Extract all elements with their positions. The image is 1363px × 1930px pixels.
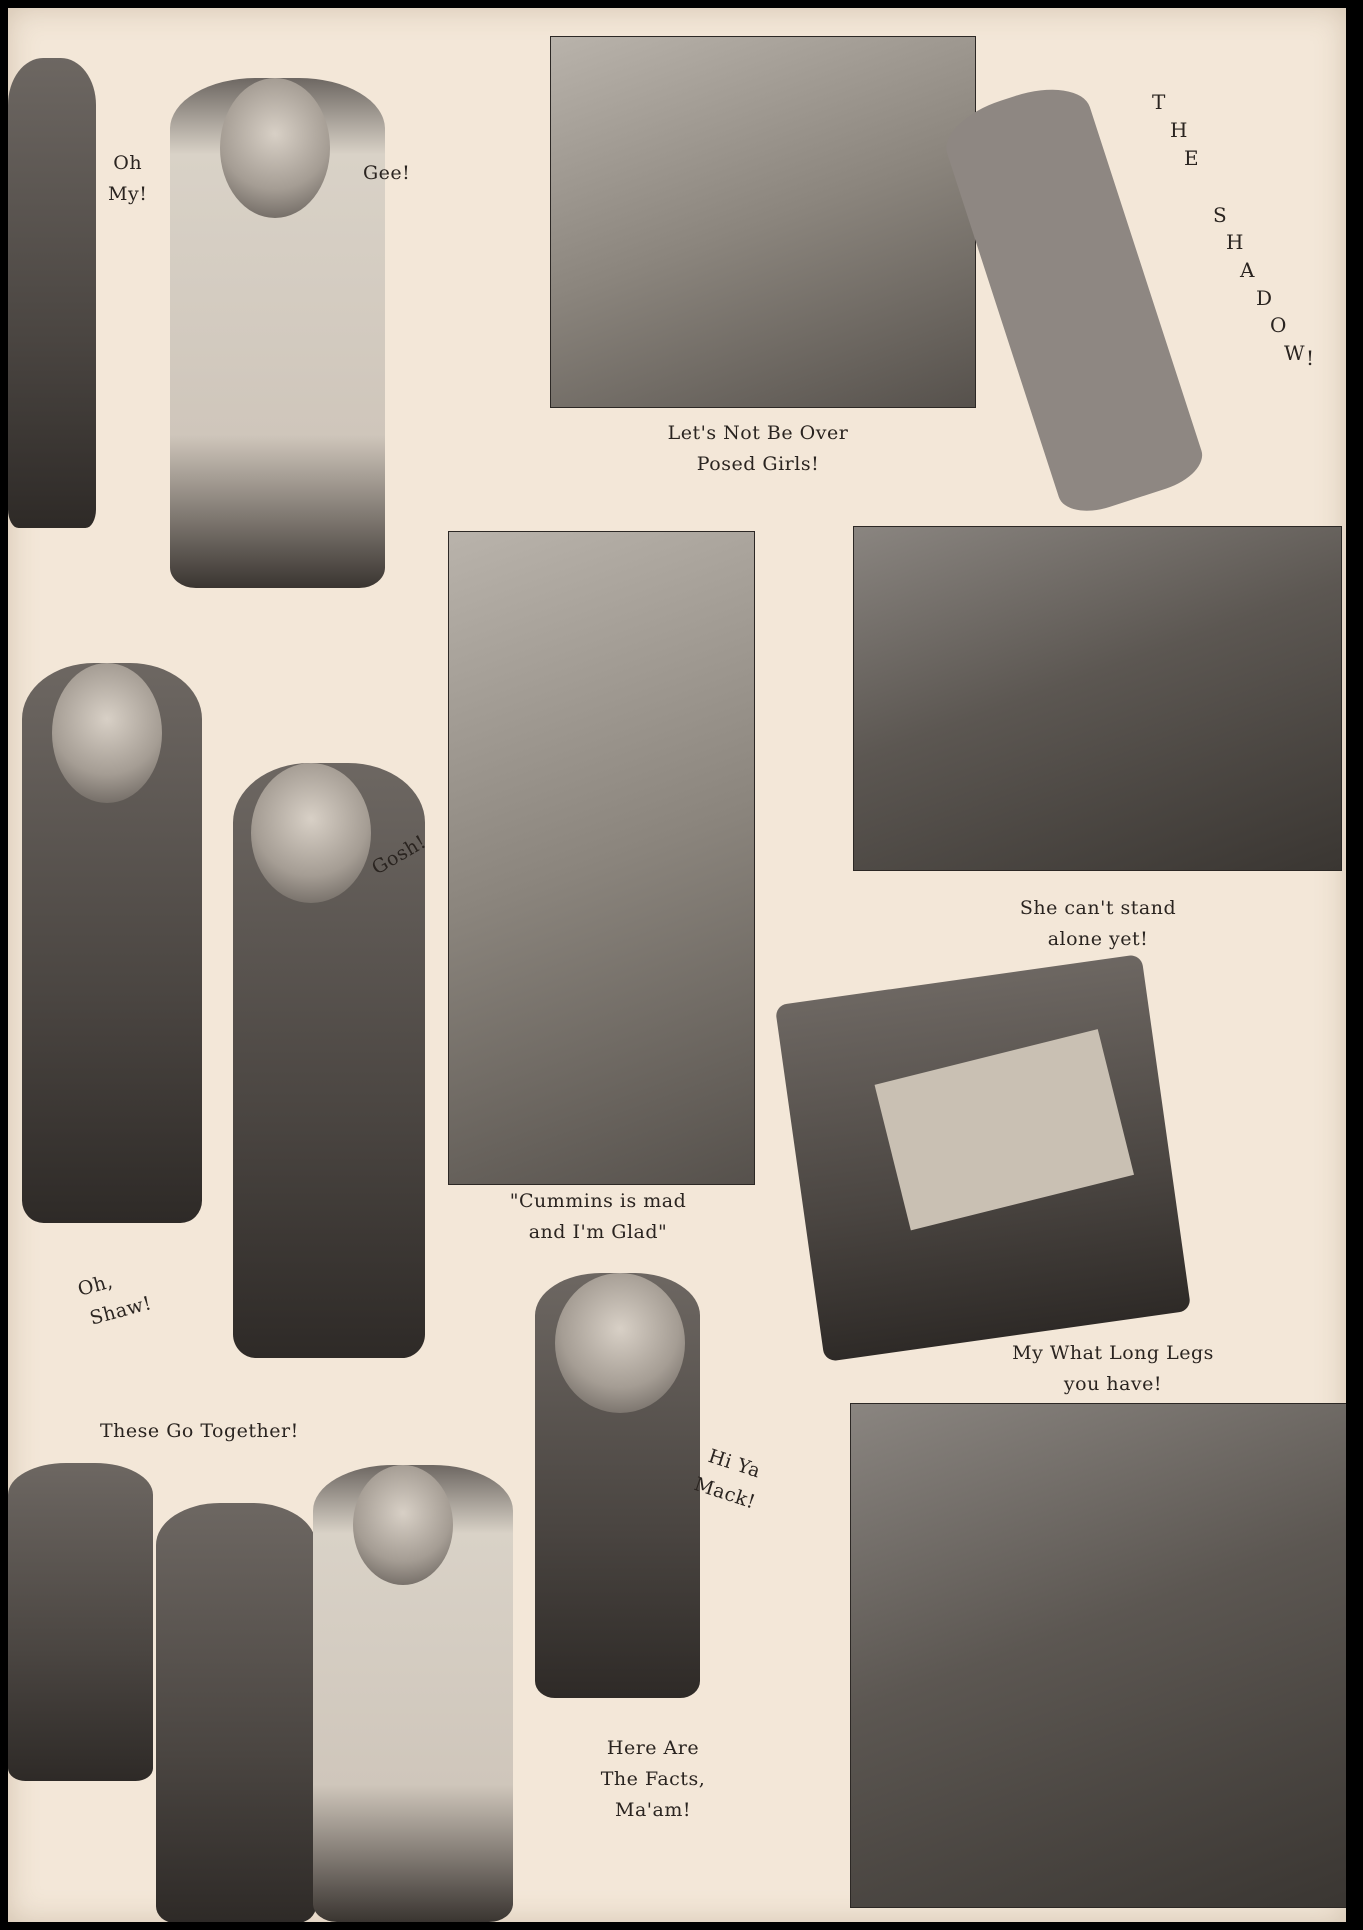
cutout-boy-plaid-dress — [22, 663, 202, 1223]
caption-line: She can't stand — [1019, 897, 1177, 919]
cutout-man-at-desk — [775, 954, 1192, 1362]
cutout-girl-jeans — [535, 1273, 700, 1698]
caption-line: Hi Ya — [705, 1445, 764, 1483]
caption-line: "Cummins is mad — [509, 1190, 687, 1212]
caption-long-legs — [993, 1338, 1233, 1400]
cutout-girl-sitting — [8, 1463, 153, 1781]
photo-posed-girls — [550, 36, 976, 408]
caption-line: Ma'am! — [615, 1799, 691, 1821]
shadow-letter: A — [1240, 258, 1255, 282]
shadow-letter: H — [1170, 118, 1188, 142]
caption-line: alone yet! — [1047, 928, 1149, 950]
face — [251, 763, 371, 903]
caption-here-are-facts — [578, 1733, 728, 1826]
caption-line: Oh — [113, 152, 143, 174]
photo-top-hat-boy — [448, 531, 755, 1185]
caption-line: you have! — [1063, 1373, 1163, 1395]
caption-oh-shaw — [44, 1258, 156, 1344]
shadow-letter: O — [1270, 313, 1287, 337]
caption-line: Oh, — [75, 1270, 116, 1301]
caption-line: Here Are — [606, 1737, 700, 1759]
caption-line: Shaw! — [87, 1292, 155, 1330]
photo-couple-car — [853, 526, 1342, 871]
photo-group-at-table — [850, 1403, 1346, 1908]
desk — [875, 1029, 1134, 1230]
face — [353, 1465, 453, 1585]
caption-stand-alone — [998, 893, 1198, 955]
caption-line: My! — [108, 183, 148, 205]
shadow-letter: ! — [1306, 346, 1315, 370]
caption-cummins — [478, 1186, 718, 1248]
cutout-shadow-figure — [937, 75, 1209, 521]
shadow-letter: D — [1256, 286, 1273, 310]
caption-line: Let's Not Be Over — [667, 422, 849, 444]
caption-line: The Facts, — [600, 1768, 706, 1790]
cutout-girl-white-blouse — [313, 1465, 513, 1922]
caption-hi-ya-mack — [690, 1440, 769, 1518]
face — [220, 78, 330, 218]
cutout-girl-dark-dress — [156, 1503, 316, 1922]
shadow-letter: W — [1284, 341, 1305, 365]
caption-line: and I'm Glad" — [528, 1221, 668, 1243]
caption-these-go-together: These Go Together! — [100, 1420, 299, 1442]
caption-line: Posed Girls! — [696, 453, 820, 475]
caption-line: Mack! — [691, 1473, 759, 1514]
caption-gee: Gee! — [363, 162, 411, 184]
shadow-letter: H — [1226, 230, 1244, 254]
shadow-letter: S — [1213, 203, 1227, 227]
face — [52, 663, 162, 803]
caption-posed-girls — [628, 418, 888, 480]
cutout-boy-white-dress — [170, 78, 385, 588]
shadow-letter: T — [1152, 90, 1166, 114]
face — [555, 1273, 685, 1413]
shadow-letter: E — [1184, 146, 1199, 170]
caption-line: My What Long Legs — [1012, 1342, 1214, 1364]
yearbook-page — [8, 8, 1346, 1922]
cutout-girl-dress — [8, 58, 96, 528]
caption-oh-my — [108, 148, 147, 210]
caption-gosh: Gosh! — [368, 830, 431, 880]
